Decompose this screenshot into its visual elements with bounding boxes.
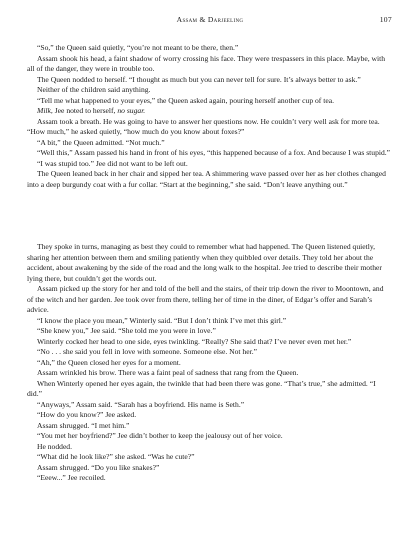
paragraph: Winterly cocked her head to one side, eyes twinkling. “Really? She said that? I’ve never even met her.” <box>37 336 352 346</box>
paragraph: “How do you know?” Jee asked. <box>37 410 137 419</box>
page-number: 107 <box>379 15 392 24</box>
paragraph: “Anyways,” Assam said. “Sarah has a boyfriend. His name is Seth.” <box>37 399 245 409</box>
running-header <box>0 15 420 29</box>
paragraph: They spoke in turns, managing as best they could to remember what had happened. The Queen listened quietly, sharing her attention between them and smiling patiently when they quibbled over details. They told her about the accident, about awakening by the side of the road and the long walk to the hospital. Jee tried to describe their mother lying there, but couldn’t get the words out. <box>27 242 382 283</box>
paragraph: “Well this,” Assam passed his hand in front of his eyes, “this happened because of a fox. And because I was stupid.” <box>37 148 391 157</box>
paragraph: “I know the place you mean,” Winterly said. “But I don’t think I’ve met this girl.” <box>37 315 287 325</box>
paragraph: “What did he look like?” she asked. “Was he cute?” <box>37 452 195 461</box>
paragraph: Assam shrugged. “I met him.” <box>37 420 130 430</box>
paragraph: Assam wrinkled his brow. There was a faint peal of sadness that rang from the Queen. <box>37 368 299 377</box>
milk-italic: Milk, <box>37 106 53 115</box>
paragraph: He nodded. <box>37 441 73 451</box>
paragraph: “So,” the Queen said quietly, “you’re not meant to be there, then.” <box>37 43 239 52</box>
paragraph: Neither of the children said anything. <box>37 85 151 94</box>
paragraph: “No . . . she said you fell in love with someone. Someone else. Not her.” <box>37 347 257 356</box>
paragraph: The Queen nodded to herself. “I thought as much but you can never tell for sure. It’s always better to ask.” <box>37 74 361 84</box>
paragraph: “She knew you,” Jee said. “She told me you were in love.” <box>37 326 216 335</box>
paragraph: “Eeew...” Jee recoiled. <box>37 473 106 482</box>
paragraph: When Winterly opened her eyes again, the twinkle that had been there was gone. “That’s true,” she admitted. “I did.” <box>27 378 376 398</box>
paragraph: “A bit,” the Queen admitted. “Not much.” <box>37 137 165 147</box>
paragraph: Assam took a breath. He was going to have to answer her questions now. He couldn’t very well ask for more tea. “How much,” he asked quietly, “how much do you know about foxes?” <box>27 116 380 136</box>
paragraph-milk <box>27 106 391 117</box>
paragraph: The Queen leaned back in her chair and sipped her tea. A shimmering wave passed over her as her clothes changed into a deep burgundy coat with a fur collar. “Start at the beginning,” she said. “Don’t leave anything out.” <box>27 169 386 189</box>
paragraph: “Tell me what happened to your eyes,” the Queen asked again, pouring herself another cup of tea. <box>37 95 334 105</box>
page-body <box>27 43 391 484</box>
paragraph: “I was stupid too.” Jee did not want to be left out. <box>37 158 188 168</box>
paragraph: Assam shook his head, a faint shadow of worry crossing his face. They were trespassers in this place. Maybe, with all of the danger, they were in trouble too. <box>27 53 386 73</box>
section-break <box>27 190 391 242</box>
running-title: Assam & Darjeeling <box>176 15 244 24</box>
paragraph: Assam picked up the story for her and told of the bell and the stairs, of their trip down the river to Moontown, and of the witch and her garden. Jee took over from there, telling her of time in the diner, of Edgar’s offer and Sarah’s advice. <box>27 284 384 314</box>
paragraph: “You met her boyfriend?” Jee didn’t bother to keep the jealousy out of her voice. <box>37 431 283 440</box>
no-sugar-italic: no sugar. <box>117 106 146 115</box>
paragraph: Assam shrugged. “Do you like snakes?” <box>37 462 160 472</box>
milk-plain: Jee noted to herself, <box>52 106 118 115</box>
paragraph: “Ah,” the Queen closed her eyes for a moment. <box>37 357 181 367</box>
